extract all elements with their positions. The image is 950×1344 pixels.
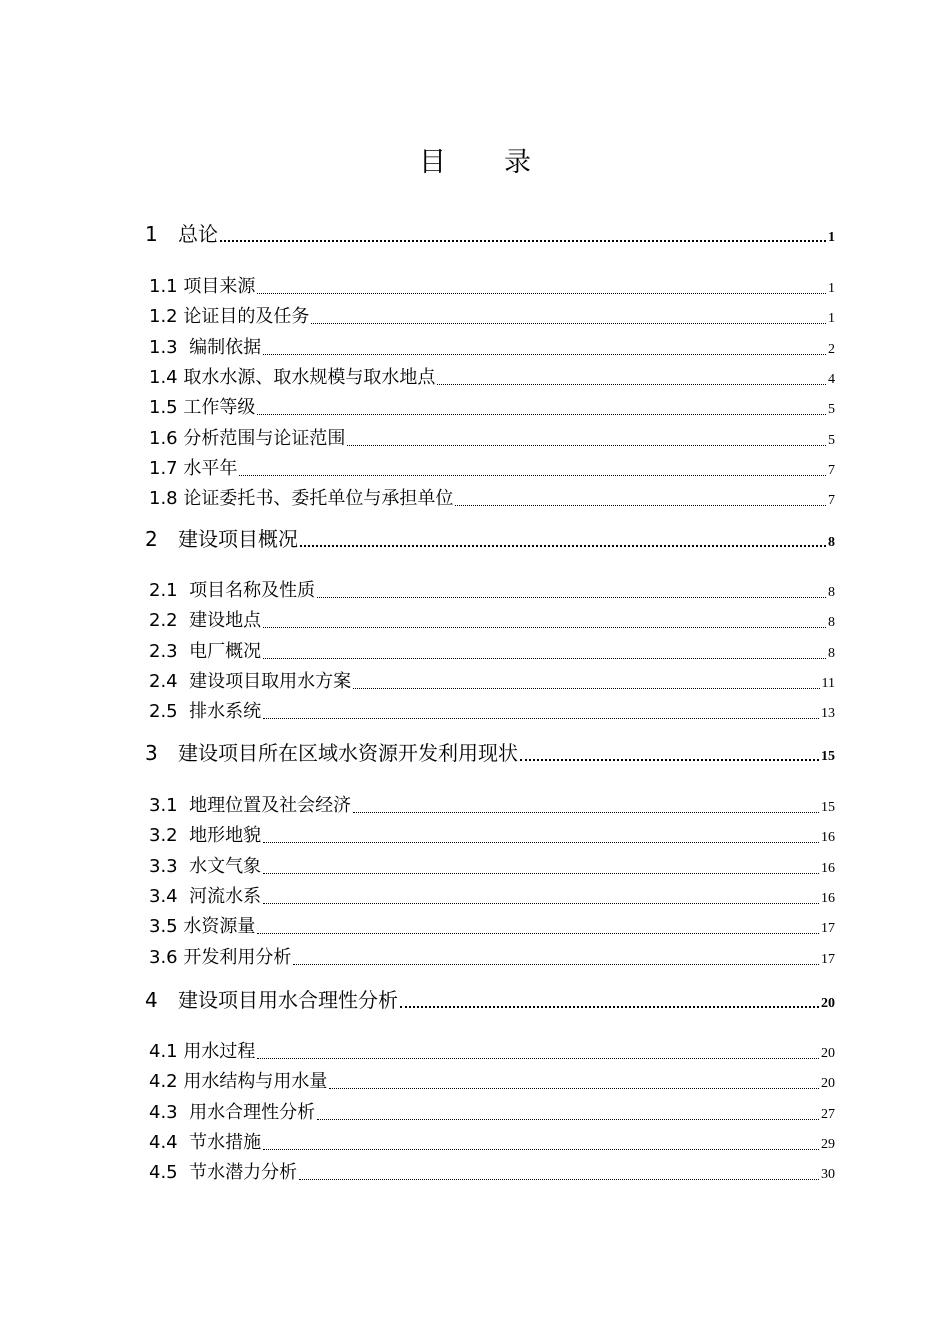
toc-chapter-number: 4 [145,988,158,1012]
toc-dot-leader [299,1179,819,1180]
toc-dot-leader [263,903,819,904]
toc-page-number: 20 [821,996,835,1011]
toc-dot-leader [520,759,819,761]
toc-chapter-title: 总论 [178,222,218,246]
toc-page-number: 11 [821,675,835,691]
toc-dot-leader [257,293,826,294]
toc-dot-leader [353,812,819,813]
toc-page-number: 5 [828,402,835,418]
toc-page-number: 20 [821,1076,835,1092]
toc-page-number: 15 [821,749,835,764]
toc-section-entry[interactable] [149,821,835,847]
toc-section-label: 4.2 用水结构与用水量 [149,1071,328,1093]
toc-page-number: 15 [821,800,835,815]
toc-section-entry[interactable] [149,667,835,693]
toc-dot-leader [263,873,819,874]
toc-page-number: 13 [821,706,835,722]
toc-dot-leader [300,545,826,547]
toc-section-entry[interactable] [149,697,835,723]
toc-section-label: 3.2 地形地貌 [149,825,262,847]
toc-section-entry[interactable] [149,852,835,878]
toc-page-number: 20 [821,1046,835,1061]
toc-dot-leader [329,1088,819,1089]
toc-page-number: 1 [828,311,835,327]
toc-chapter-label [145,523,298,552]
toc-page-number: 16 [821,830,835,846]
toc-section-entry[interactable] [149,606,835,632]
toc-section-entry[interactable] [149,1128,835,1154]
toc-page-number: 8 [828,535,835,550]
toc-section-entry[interactable] [149,943,835,969]
toc-chapter-title: 建设项目所在区域水资源开发利用现状 [178,741,518,765]
toc-dot-leader [220,240,826,242]
toc-page-number: 30 [821,1167,835,1183]
toc-page-number: 17 [821,951,835,967]
toc-section-label: 1.1 项目来源 [149,276,256,297]
toc-section-entry[interactable] [149,454,835,480]
toc-dot-leader [263,658,826,659]
toc-section-label: 1.6 分析范围与论证范围 [149,427,346,449]
toc-dot-leader [293,964,819,965]
toc-page-number: 16 [821,860,835,876]
toc-section-label: 4.4 节水措施 [149,1131,262,1153]
toc-dot-leader [257,414,826,415]
toc-page-number: 1 [828,281,835,296]
toc-chapter-number: 2 [145,527,158,551]
toc-section-entry[interactable] [149,272,835,298]
toc-title [0,140,950,179]
toc-section-entry[interactable] [149,363,835,389]
toc-chapter-entry[interactable] [145,984,835,1013]
toc-section-entry[interactable] [149,882,835,908]
toc-page-number: 16 [821,890,835,906]
toc-dot-leader [311,323,826,324]
toc-section-entry[interactable] [149,576,835,602]
toc-page-number: 5 [828,432,835,448]
toc-section-label: 1.8 论证委托书、委托单位与承担单位 [149,488,454,510]
toc-dot-leader [317,1119,819,1120]
toc-chapter-entry[interactable] [145,737,835,766]
toc-section-label: 4.3 用水合理性分析 [149,1101,316,1123]
toc-section-label: 1.3 编制依据 [149,336,262,358]
toc-section-label: 3.1 地理位置及社会经济 [149,795,352,816]
toc-chapter-entry[interactable] [145,523,835,552]
toc-section-entry[interactable] [149,393,835,419]
toc-dot-leader [400,1006,819,1008]
toc-section-entry[interactable] [149,484,835,510]
toc-chapter-entry[interactable] [145,218,835,247]
toc-chapter-title: 建设项目用水合理性分析 [178,988,398,1012]
toc-dot-leader [239,475,826,476]
toc-dot-leader [263,842,819,843]
toc-section-entry[interactable] [149,424,835,450]
toc-section-label: 2.4 建设项目取用水方案 [149,670,352,692]
toc-page-number: 8 [828,615,835,631]
toc-page-number: 7 [828,462,835,478]
toc-chapter-title: 建设项目概况 [178,527,298,551]
toc-section-label: 3.5 水资源量 [149,916,256,938]
toc-page-number: 1 [828,230,835,245]
toc-section-label: 3.4 河流水系 [149,885,262,907]
toc-chapter-label [145,984,398,1013]
toc-title-char-1: 目 [419,147,446,178]
toc-dot-leader [437,384,826,385]
toc-chapter-number: 1 [145,222,158,246]
toc-section-entry[interactable] [149,791,835,817]
toc-section-label: 2.2 建设地点 [149,610,262,632]
toc-section-entry[interactable] [149,1098,835,1124]
toc-section-label: 4.1 用水过程 [149,1041,256,1062]
toc-dot-leader [257,1058,819,1059]
toc-section-label: 3.3 水文气象 [149,855,262,877]
toc-section-label: 4.5 节水潜力分析 [149,1162,298,1184]
toc-chapter-number: 3 [145,741,158,765]
toc-page-number: 8 [828,645,835,661]
toc-page-number: 7 [828,493,835,509]
toc-page-number: 27 [821,1106,835,1122]
toc-dot-leader [353,688,819,689]
toc-dot-leader [263,1149,819,1150]
toc-section-entry[interactable] [149,302,835,328]
toc-section-entry[interactable] [149,637,835,663]
toc-section-label: 3.6 开发利用分析 [149,946,292,968]
toc-dot-leader [263,354,826,355]
toc-dot-leader [317,597,826,598]
toc-section-label: 1.7 水平年 [149,457,238,479]
toc-page-number: 17 [821,921,835,937]
toc-dot-leader [257,933,819,934]
toc-page-number: 2 [828,341,835,357]
toc-chapter-label [145,737,518,766]
toc-chapter-label [145,218,218,247]
toc-section-entry[interactable] [149,1037,835,1063]
toc-page-number: 4 [828,371,835,387]
toc-dot-leader [455,505,826,506]
toc-page-number: 29 [821,1136,835,1152]
toc-section-entry[interactable] [149,333,835,359]
toc-section-label: 2.3 电厂概况 [149,640,262,662]
toc-section-label: 1.5 工作等级 [149,397,256,419]
toc-page-number: 8 [828,585,835,600]
toc-dot-leader [347,445,826,446]
toc-section-label: 1.2 论证目的及任务 [149,306,310,328]
toc-section-entry[interactable] [149,912,835,938]
toc-dot-leader [263,627,826,628]
toc-section-label: 1.4 取水水源、取水规模与取水地点 [149,366,436,388]
toc-section-entry[interactable] [149,1158,835,1184]
toc-section-label: 2.5 排水系统 [149,701,262,723]
toc-section-entry[interactable] [149,1067,835,1093]
toc-dot-leader [263,718,819,719]
toc-section-label: 2.1 项目名称及性质 [149,580,316,601]
toc-title-char-2: 录 [504,147,531,178]
